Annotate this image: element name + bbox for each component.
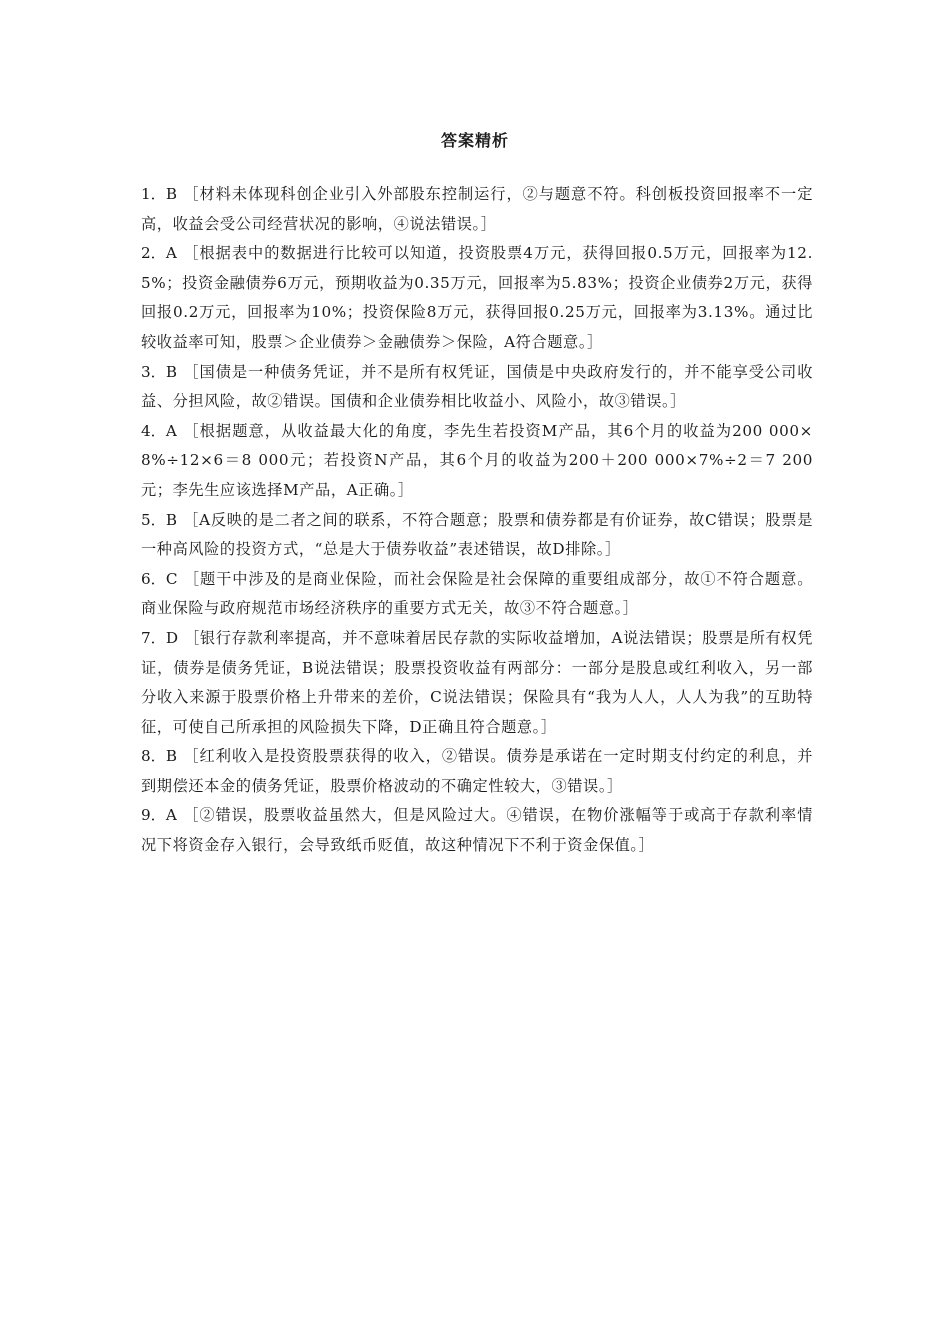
answer-item-1: [141, 180, 813, 239]
answer-explanation: ［根据题意，从收益最大化的角度，李先生若投资M产品，其6个月的收益为200 000×8%÷12×6＝8 000元；若投资N产品，其6个月的收益为200＋200 000×7%÷2＝7 200元；李先生应该选择M产品，A正确。］: [141, 421, 813, 499]
answer-explanation: ［题干中涉及的是商业保险，而社会保险是社会保障的重要组成部分，故①不符合题意。商业保险与政府规范市场经济秩序的重要方式无关，故③不符合题意。］: [141, 569, 813, 618]
answer-item-5: [141, 506, 813, 565]
answer-number: 9．A: [141, 806, 177, 825]
answer-list: [141, 180, 813, 861]
answer-explanation: ［②错误，股票收益虽然大，但是风险过大。④错误，在物价涨幅等于或高于存款利率情况下将资金存入银行，会导致纸币贬值，故这种情况下不利于资金保值。］: [141, 806, 813, 855]
answer-explanation: ［A反映的是二者之间的联系，不符合题意；股票和债券都是有价证券，故C错误；股票是一种高风险的投资方式，“总是大于债券收益”表述错误，故D排除。］: [141, 510, 813, 559]
answer-number: 3．B: [141, 362, 178, 381]
answer-item-6: [141, 565, 813, 624]
answer-item-8: [141, 742, 813, 801]
answer-item-7: [141, 624, 813, 742]
page-title: 答案精析: [440, 131, 509, 150]
answer-number: 7．D: [141, 628, 179, 647]
answer-explanation: ［国债是一种债务凭证，并不是所有权凭证，国债是中央政府发行的，并不能享受公司收益、分担风险，故②错误。国债和企业债券相比收益小、风险小，故③错误。］: [141, 362, 813, 411]
answer-number: 5．B: [141, 510, 178, 529]
answer-item-2: [141, 239, 813, 357]
answer-explanation: ［根据表中的数据进行比较可以知道，投资股票4万元，获得回报0.5万元，回报率为12.5%；投资金融债券6万元，预期收益为0.35万元，回报率为5.83%；投资企业债券2万元，获得回报0.2万元，回报率为10%；投资保险8万元，获得回报0.25万元，回报率为3.13%。通过比较收益率可知，股票＞企业债券＞金融债券＞保险，A符合题意。］: [141, 244, 813, 351]
answer-number: 6．C: [141, 569, 178, 588]
answer-item-4: [141, 417, 813, 506]
answer-item-9: [141, 801, 813, 860]
answer-number: 1．B: [141, 185, 178, 203]
answer-explanation: ［材料未体现科创企业引入外部股东控制运行，②与题意不符。科创板投资回报率不一定高，收益会受公司经营状况的影响，④说法错误。］: [141, 185, 813, 233]
answer-number: 4．A: [141, 421, 177, 440]
answer-number: 8．B: [141, 747, 178, 766]
answer-explanation: ［银行存款利率提高，并不意味着居民存款的实际收益增加，A说法错误；股票是所有权凭证，债券是债务凭证，B说法错误；股票投资收益有两部分：一部分是股息或红利收入，另一部分收入来源于股票价格上升带来的差价，C说法错误；保险具有“我为人人，人人为我”的互助特征，可使自己所承担的风险损失下降，D正确且符合题意。］: [141, 628, 813, 736]
answer-explanation: ［红利收入是投资股票获得的收入，②错误。债券是承诺在一定时期支付约定的利息，并到期偿还本金的债务凭证，股票价格波动的不确定性较大，③错误。］: [141, 747, 813, 795]
answer-item-3: [141, 358, 813, 417]
answer-number: 2．A: [141, 244, 177, 263]
